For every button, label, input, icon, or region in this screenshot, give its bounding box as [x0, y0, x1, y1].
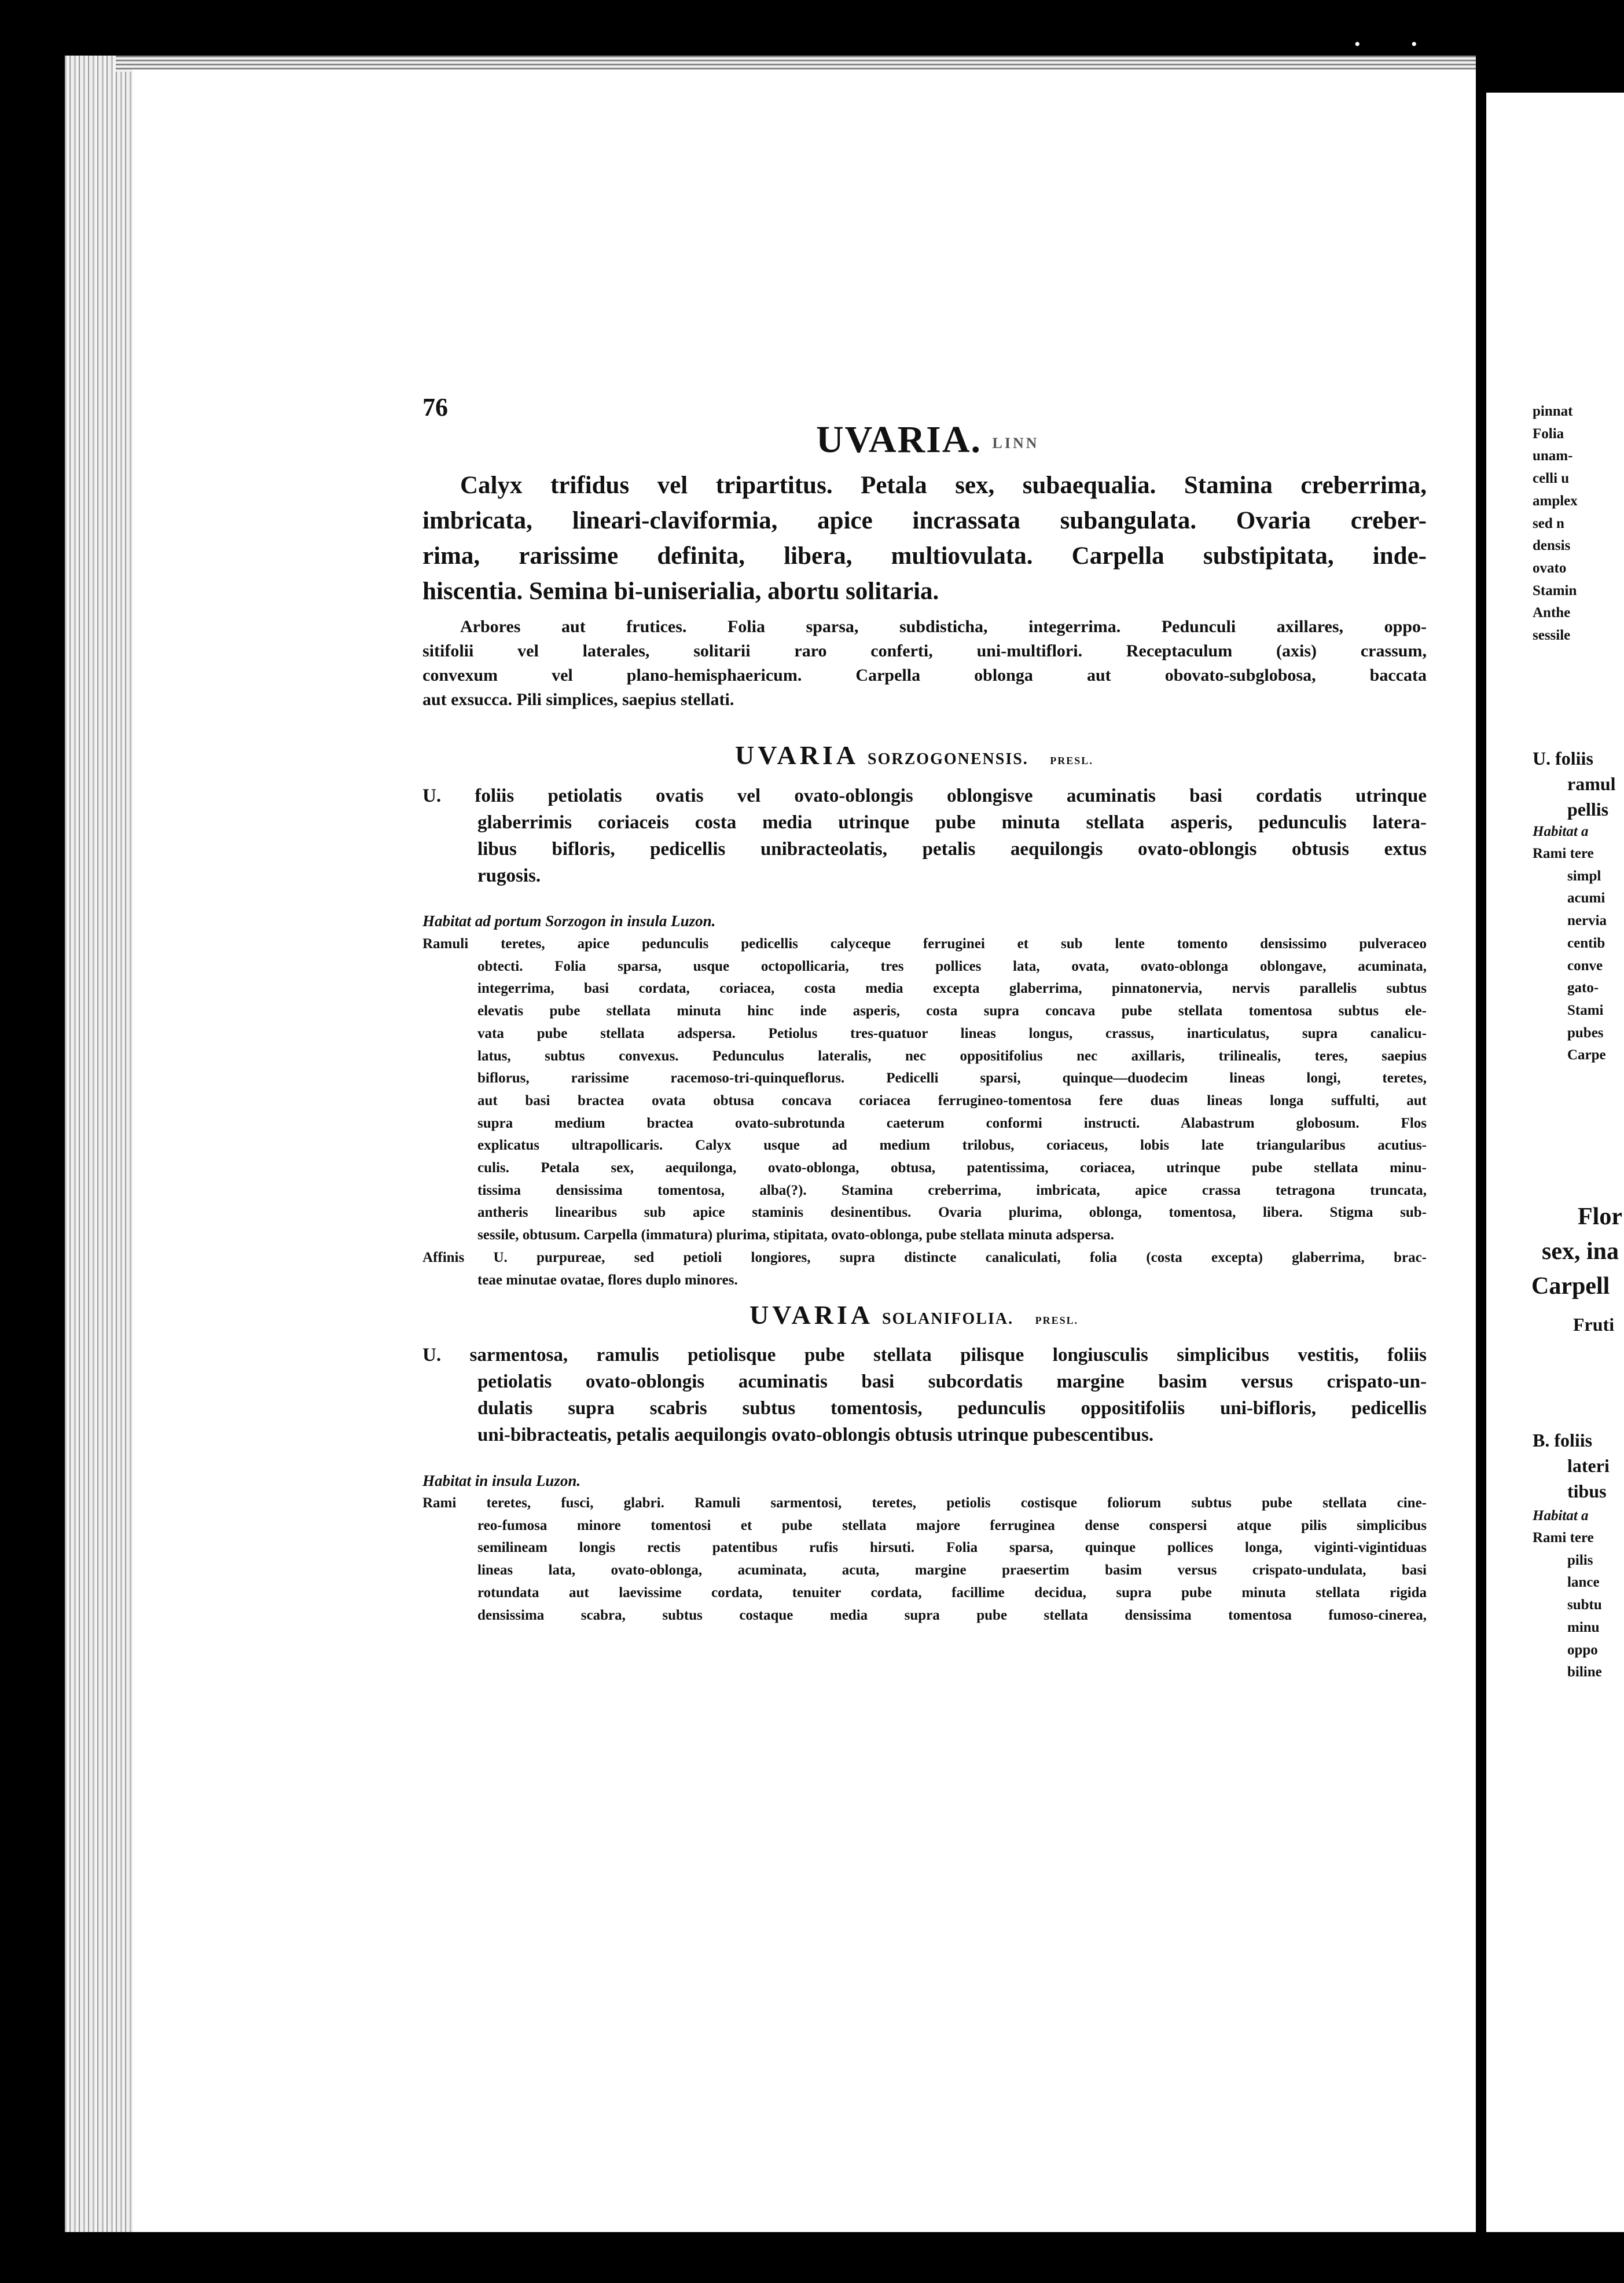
fragment-line: minu: [1567, 1619, 1600, 1635]
fragment-line: Carpe: [1567, 1047, 1606, 1063]
fragment-line: centib: [1567, 935, 1605, 951]
fragment-line: pellis: [1567, 799, 1609, 820]
fragment-line: ovato: [1533, 560, 1567, 576]
fragment-block: [1533, 843, 1607, 1067]
fragment-block: [1533, 746, 1616, 822]
species-diagnosis: [422, 783, 1427, 889]
fragment-line: simpl: [1567, 868, 1601, 884]
text-line: rotundata aut laevissime cordata, tenuiter cordata, facillime decidua, supra pube minuta stellata rigida: [477, 1584, 1427, 1601]
text-line: teae minutae ovatae, flores duplo minores.: [477, 1272, 738, 1288]
text-line: aut exsucca. Pili simplices, saepius stellati.: [422, 690, 734, 709]
fragment-line: pinnat: [1533, 403, 1573, 419]
text-line: uni-bibracteatis, petalis aequilongis ovato-oblongis obtusis utrinque pubescentibus.: [477, 1425, 1154, 1445]
fragment-line: densis: [1533, 538, 1571, 554]
fragment-line: oppo: [1567, 1642, 1598, 1658]
fragment-line: sed n: [1533, 515, 1564, 531]
fragment-line: gato-: [1567, 980, 1599, 996]
fragment-line: acumi: [1567, 890, 1605, 906]
fragment-line: subtu: [1567, 1597, 1602, 1613]
text-line: U. foliis petiolatis ovatis vel ovato-oblongis oblongisve acuminatis basi cordatis utrinque: [422, 786, 1427, 806]
fragment-line: U. foliis: [1533, 748, 1593, 769]
fragment-line: Flor: [1578, 1203, 1622, 1230]
species-heading-sorzogonensis: [735, 740, 1093, 770]
fragment-line: biline: [1567, 1664, 1602, 1680]
fragment-line: B. foliis: [1533, 1430, 1593, 1451]
text-line: Arbores aut frutices. Folia sparsa, subdisticha, integerrima. Pedunculi axillares, oppo-: [460, 617, 1427, 636]
text-line: supra medium bractea ovato-subrotunda caeterum conformi instructi. Alabastrum globosum. Flos: [477, 1115, 1427, 1131]
species-epithet: SOLANIFOLIA.: [882, 1310, 1014, 1328]
right-page-fragment: [1486, 93, 1624, 2232]
genus-heading: [816, 418, 1039, 462]
species-genus-word: UVARIA: [749, 1300, 872, 1330]
fragment-line: unam-: [1533, 448, 1573, 464]
species-diagnosis: [422, 1342, 1427, 1448]
text-line: Calyx trifidus vel tripartitus. Petala sex, subaequalia. Stamina creberrima,: [460, 472, 1427, 499]
text-line: sessile, obtusum. Carpella (immatura) plurima, stipitata, ovato-oblonga, pube stellata minuta adspersa.: [477, 1227, 1115, 1243]
genus-author: LINN: [992, 434, 1039, 452]
genus-name: UVARIA.: [816, 419, 982, 461]
species-habitat: Habitat in insula Luzon.: [422, 1472, 581, 1489]
text-line: elevatis pube stellata minuta hinc inde asperis, costa supra concava pube stellata tomentosa subtus ele-: [477, 1003, 1427, 1019]
text-line: aut basi bractea ovata obtusa concava coriacea ferrugineo-tomentosa fere duas lineas longa suffulti, aut: [477, 1092, 1427, 1109]
genus-description: [422, 468, 1427, 609]
text-line: culis. Petala sex, aequilonga, ovato-oblonga, obtusa, patentissima, coriacea, utrinque pube stellata minu-: [477, 1160, 1427, 1176]
text-line: hiscentia. Semina bi-uniserialia, abortu solitaria.: [422, 578, 939, 605]
species-author: PRESL.: [1035, 1315, 1079, 1326]
page-number: 76: [422, 393, 448, 421]
book-gutter: [1476, 69, 1486, 2232]
text-line: reo-fumosa minore tomentosi et pube stellata majore ferruginea dense conspersi atque pilis simplicibus: [477, 1517, 1427, 1533]
species-description: [422, 1492, 1427, 1627]
text-line: explicatus ultrapollicaris. Calyx usque ad medium trilobus, coriaceus, lobis late triangularibus acutius-: [477, 1137, 1427, 1154]
fragment-line: pubes: [1567, 1025, 1604, 1041]
fragment-line: Carpell: [1531, 1273, 1610, 1300]
species-epithet: SORZOGONENSIS.: [868, 750, 1028, 768]
fragment-line: amplex: [1533, 493, 1578, 509]
fragment-line: Stamin: [1533, 582, 1577, 599]
fragment-line: conve: [1567, 957, 1603, 974]
scan-corner-marks: • •: [1354, 35, 1441, 54]
species-habitat: Habitat ad portum Sorzogon in insula Luzon.: [422, 912, 716, 930]
text-line: antheris linearibus sub apice staminis desinentibus. Ovaria plurima, oblonga, tomentosa, libera. Stigma sub-: [477, 1205, 1427, 1221]
text-line: Ramuli teretes, apice pedunculis pedicellis calyceque ferruginei et sub lente tomento densissimo pulveraceo: [422, 936, 1427, 952]
text-line: Affinis U. purpureae, sed petioli longiores, supra distincte canaliculati, folia (costa excepta) glaberrima, brac-: [422, 1249, 1427, 1265]
fragment-line: tibus: [1567, 1481, 1607, 1502]
text-line: dulatis supra scabris subtus tomentosis, pedunculis oppositifoliis uni-bifloris, pedicellis: [477, 1398, 1427, 1419]
fragment-line: celli u: [1533, 471, 1570, 487]
fragment-block: [1531, 1199, 1622, 1304]
fragment-line: Rami tere: [1533, 1530, 1594, 1546]
text-line: semilineam longis rectis patentibus rufis hirsuti. Folia sparsa, quinque pollices longa, viginti-vigintiduas: [477, 1540, 1427, 1556]
text-line: convexum vel plano-hemisphaericum. Carpella oblonga aut obovato-subglobosa, baccata: [422, 666, 1427, 685]
text-line: densissima scabra, subtus costaque media supra pube stellata densissima tomentosa fumoso-cinerea,: [477, 1607, 1427, 1623]
text-line: tissima densissima tomentosa, alba(?). Stamina creberrima, imbricata, apice crassa tetragona truncata,: [477, 1182, 1427, 1198]
text-line: rima, rarissime definita, libera, multiovulata. Carpella substipitata, inde-: [422, 542, 1427, 570]
fragment-line: Stami: [1567, 1002, 1604, 1018]
text-line: integerrima, basi cordata, coriacea, costa media excepta glaberrima, pinnatonervia, nervis parallelis subtus: [477, 981, 1427, 997]
text-line: obtecti. Folia sparsa, usque octopollicaria, tres pollices lata, ovata, ovato-oblonga oblongave, acuminata,: [477, 958, 1427, 974]
fragment-line: Anthe: [1533, 605, 1571, 621]
text-line: biflorus, rarissime racemoso-tri-quinqueflorus. Pedicelli sparsi, quinque—duodecim lineas longi, teretes,: [477, 1070, 1427, 1087]
fragment-line: pilis: [1567, 1552, 1593, 1568]
text-line: latus, subtus convexus. Pedunculus lateralis, nec oppositifolius nec axillaris, trilinealis, teres, saepius: [477, 1048, 1427, 1064]
fragment-line: lance: [1567, 1574, 1600, 1591]
fragment-habitat: Habitat a: [1533, 1508, 1589, 1524]
text-line: imbricata, lineari-claviformia, apice incrassata subangulata. Ovaria creber-: [422, 507, 1427, 534]
text-line: U. sarmentosa, ramulis petiolisque pube stellata pilisque longiusculis simplicibus vestitis, foliis: [422, 1345, 1427, 1366]
text-line: lineas lata, ovato-oblonga, acuminata, acuta, margine praesertim basim versus crispato-undulata, basi: [477, 1562, 1427, 1579]
text-line: sitifolii vel laterales, solitarii raro conferti, uni-multiflori. Receptaculum (axis) crassum,: [422, 641, 1427, 660]
fragment-line: Folia: [1533, 425, 1564, 442]
fragment-line: Rami tere: [1533, 846, 1594, 861]
fragment-line: sessile: [1533, 627, 1571, 644]
fragment-habitat: Habitat a: [1533, 824, 1589, 839]
fragment-block: [1533, 1527, 1602, 1684]
text-line: rugosis.: [477, 865, 541, 886]
text-line: Rami teretes, fusci, glabri. Ramuli sarmentosi, teretes, petiolis costisque foliorum subtus pube stellata cine-: [422, 1495, 1427, 1511]
fragment-line: ramul: [1567, 773, 1616, 794]
species-genus-word: UVARIA: [735, 740, 858, 770]
fragment-block: [1533, 1427, 1610, 1504]
text-line: glaberrimis coriaceis costa media utrinque pube minuta stellata asperis, pedunculis latera-: [477, 812, 1427, 833]
text-line: libus bifloris, pedicellis unibracteolatis, petalis aequilongis ovato-oblongis obtusis extus: [477, 839, 1427, 860]
species-author: PRESL.: [1050, 755, 1093, 766]
species-description: [422, 933, 1427, 1291]
text-line: vata pube stellata adspersa. Petiolus tres-quatuor lineas longus, crassus, inarticulatus, supra canalicu-: [477, 1025, 1427, 1041]
fragment-line: nervia: [1567, 913, 1607, 929]
species-heading-solanifolia: [749, 1300, 1078, 1330]
fragment-line: lateri: [1567, 1455, 1610, 1476]
text-line: petiolatis ovato-oblongis acuminatis basi subcordatis margine basim versus crispato-un-: [477, 1371, 1427, 1392]
fragment-small: Fruti: [1573, 1314, 1615, 1335]
genus-habit: [422, 615, 1427, 712]
fragment-block: [1533, 401, 1578, 647]
fragment-line: sex, ina: [1542, 1238, 1619, 1265]
